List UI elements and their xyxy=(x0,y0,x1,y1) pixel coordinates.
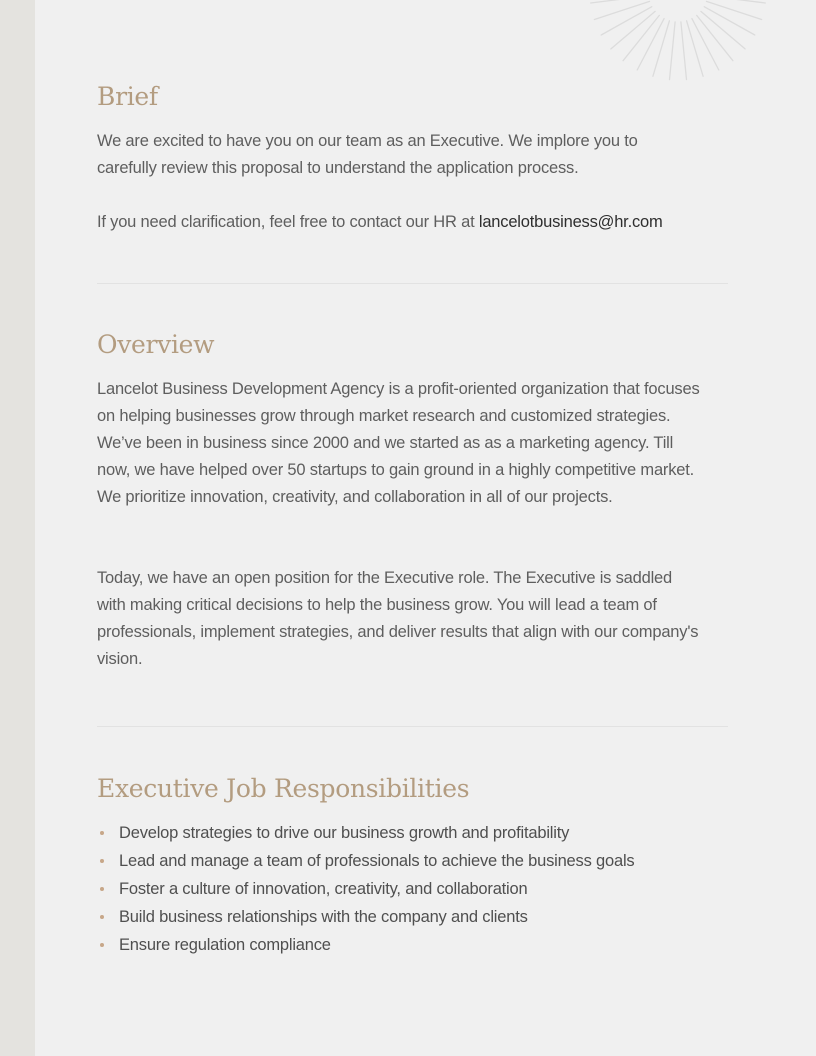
overview-paragraph-2: Today, we have an open position for the Executive role. The Executive is saddled with making critical decisions to help the business grow. You will lead a team of professionals, implement strategies, and deliver results that align with our company's vision. xyxy=(97,569,699,668)
bullet-icon xyxy=(100,887,104,891)
list-item-text: Build business relationships with the company and clients xyxy=(119,908,528,926)
overview-title: Overview xyxy=(97,330,215,359)
sunburst-ray xyxy=(653,21,670,77)
list-item xyxy=(97,875,729,903)
bullet-icon xyxy=(100,859,104,863)
bullet-icon xyxy=(100,831,104,835)
sunburst-ray xyxy=(591,0,649,3)
list-item xyxy=(97,847,729,875)
list-item xyxy=(97,931,729,959)
list-item-text: Ensure regulation compliance xyxy=(119,936,331,954)
sunburst-ray xyxy=(708,0,766,3)
list-item-text: Foster a culture of innovation, creativity, and collaboration xyxy=(119,880,528,898)
list-item-text: Lead and manage a team of professionals to achieve the business goals xyxy=(119,852,635,870)
sunburst-ray xyxy=(670,22,676,80)
list-item xyxy=(97,903,729,931)
brief-paragraph-1: We are excited to have you on our team as an Executive. We implore you to carefully review this proposal to understand the application process. xyxy=(97,132,638,177)
list-item xyxy=(97,819,729,847)
bullet-icon xyxy=(100,915,104,919)
hr-email-link[interactable]: lancelotbusiness@hr.com xyxy=(478,213,663,231)
bullet-icon xyxy=(100,943,104,947)
responsibilities-list xyxy=(97,819,729,959)
list-item-text: Develop strategies to drive our business growth and profitability xyxy=(119,824,570,842)
sunburst-decoration-icon xyxy=(586,0,776,90)
section-divider xyxy=(97,726,728,727)
section-divider xyxy=(97,283,728,284)
sunburst-ray xyxy=(594,1,649,19)
brief-title: Brief xyxy=(97,82,158,111)
responsibilities-title: Executive Job Responsibilities xyxy=(97,774,470,803)
sunburst-ray xyxy=(687,21,704,77)
sunburst-ray xyxy=(707,1,762,19)
brief-contact-text: If you need clarification, feel free to contact our HR at xyxy=(97,213,479,231)
side-strip xyxy=(0,0,35,1056)
sunburst-ray xyxy=(681,22,687,80)
overview-paragraph-1: Lancelot Business Development Agency is a profit-oriented organization that focuses on helping businesses grow through market research and customized strategies. We’ve been in business since 2000 and we started as as a marketing agency. Till now, we have helped over 50 startups to gain ground in a highly competitive market. We prioritize innovation, creativity, and collaboration in all of our projects. xyxy=(97,380,700,506)
brief-paragraph-2 xyxy=(97,209,729,236)
